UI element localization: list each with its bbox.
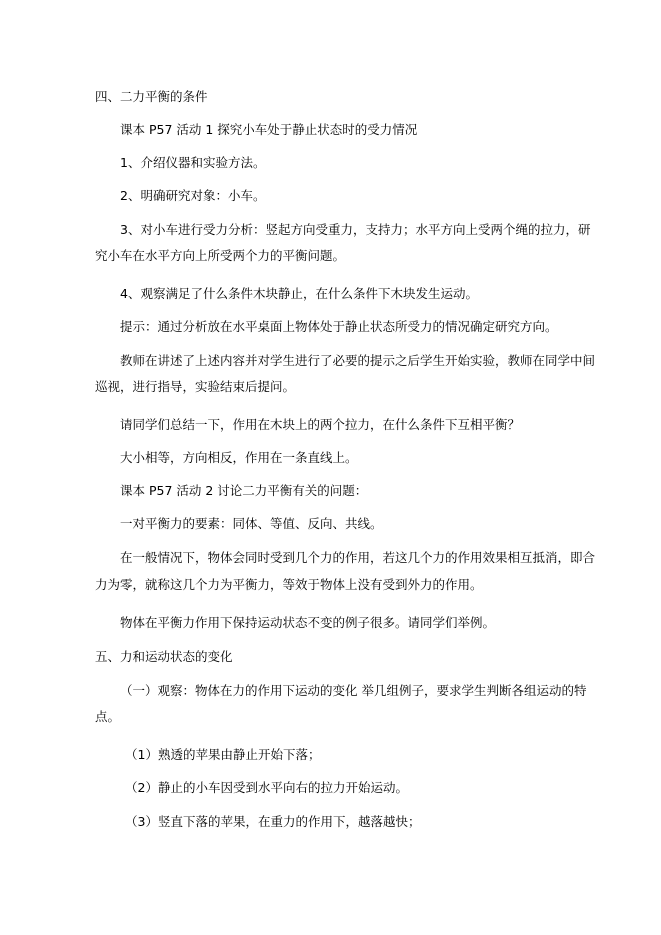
step-1-line: 1、介绍仪器和实验方法。 [120,155,266,170]
activity-1-line: 课本 P57 活动 1 探究小车处于静止状态时的受力情况 [120,122,418,137]
example-2-line: （2）静止的小车因受到水平向右的拉力开始运动。 [125,780,408,795]
general-line: 在一般情况下，物体会同时受到几个力的作用，若这几个力的作用效果相互抵消，即合 [120,550,596,565]
elements-line: 一对平衡力的要素：同体、等值、反向、共线。 [120,516,383,531]
hint-line: 提示：通过分析放在水平桌面上物体处于静止状态所受力的情况确定研究方向。 [120,319,558,334]
section-heading-5: 五、力和运动状态的变化 [95,649,233,664]
section-heading-4: 四、二力平衡的条件 [95,89,208,104]
step-3-continuation: 究小车在水平方向上所受两个力的平衡问题。 [95,248,346,263]
answer-line: 大小相等，方向相反，作用在一条直线上。 [120,450,358,465]
general-continuation: 力为零，就称这几个力为平衡力，等效于物体上没有受到外力的作用。 [95,577,483,592]
example-1-line: （1）熟透的苹果由静止开始下落； [125,747,321,762]
observe-line: （一）观察：物体在力的作用下运动的变化 举几组例子，要求学生判断各组运动的特 [120,683,587,698]
example-3-line: （3）竖直下落的苹果，在重力的作用下，越落越快； [125,814,421,829]
step-2-line: 2、明确研究对象：小车。 [120,188,266,203]
teacher-continuation: 巡视，进行指导，实验结束后提问。 [95,379,296,394]
observe-continuation: 点。 [95,709,121,724]
activity-2-line: 课本 P57 活动 2 讨论二力平衡有关的问题： [120,483,368,498]
step-4-line: 4、观察满足了什么条件木块静止，在什么条件下木块发生运动。 [120,286,478,301]
examples-line: 物体在平衡力作用下保持运动状态不变的例子很多。请同学们举例。 [120,615,496,630]
teacher-line: 教师在讲述了上述内容并对学生进行了必要的提示之后学生开始实验，教师在同学中间 [120,353,596,368]
question-line: 请同学们总结一下，作用在木块上的两个拉力，在什么条件下互相平衡？ [120,417,521,432]
step-3-line: 3、对小车进行受力分析：竖起方向受重力，支持力；水平方向上受两个绳的拉力，研 [120,222,591,237]
